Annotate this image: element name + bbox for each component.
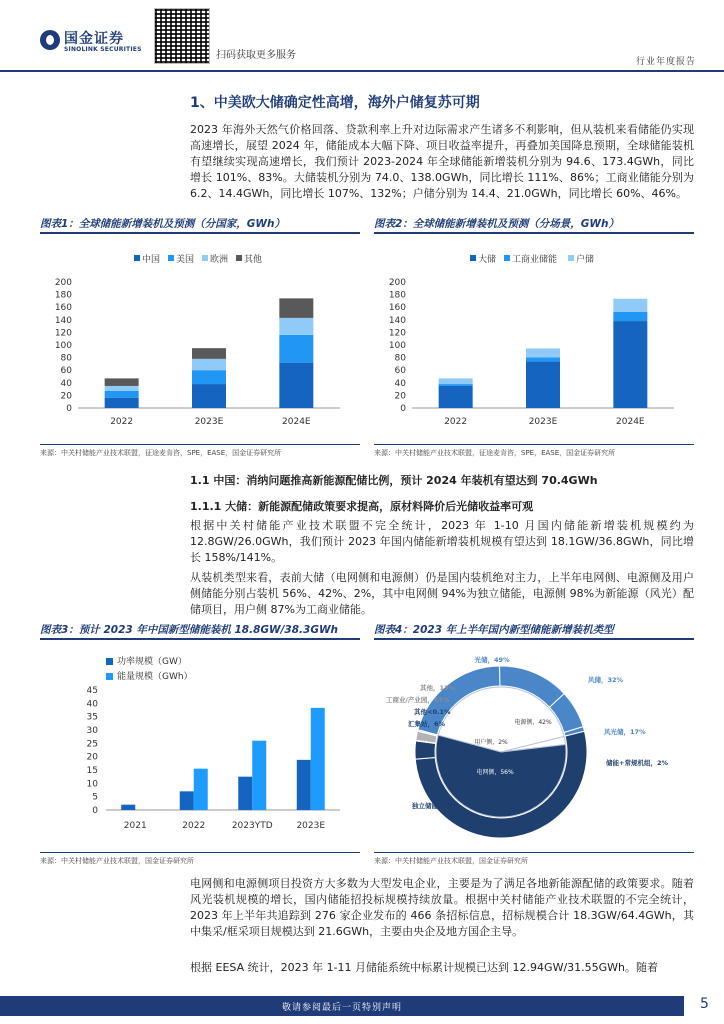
y-tick-label: 100 (388, 341, 406, 351)
fig3-source-rule (40, 852, 360, 853)
fig4-source: 来源：中关村储能产业技术联盟，国金证券研究所 (374, 857, 528, 865)
y-tick-label: 200 (54, 278, 72, 288)
bar (311, 708, 325, 810)
legend-swatch (202, 255, 208, 261)
y-tick-label: 0 (400, 404, 406, 414)
fig1-title: 图表1：全球储能新增装机及预测（分国家，GWh） (40, 216, 360, 234)
legend-swatch (106, 673, 113, 680)
fig4-source-rule (374, 852, 694, 853)
y-tick-label: 25 (86, 739, 98, 750)
legend-label: 欧洲 (210, 255, 229, 265)
pie-outer-label: 风光储，17% (604, 728, 646, 736)
legend-swatch (470, 255, 476, 261)
paragraph-4: 根据 EESA 统计，2023 年 1-11 月储能系统中标累计规模已达到 12.94GW/31.55GWh。随着 (190, 961, 659, 974)
company-logo-icon (40, 30, 60, 50)
bar-segment (439, 378, 473, 384)
legend-label: 功率规模（GW） (117, 657, 187, 667)
y-tick-label: 140 (388, 315, 406, 326)
pie-outer-slice (415, 741, 436, 759)
y-tick-label: 20 (86, 752, 98, 763)
y-tick-label: 80 (60, 353, 72, 364)
page-number: 5 (700, 996, 709, 1012)
fig2-source: 来源：中关村储能产业技术联盟，征途麦肯咨，SPE，EASE，国金证券研究所 (374, 449, 616, 457)
y-tick-label: 30 (86, 726, 98, 736)
y-tick-label: 60 (60, 366, 72, 377)
legend-label: 户储 (576, 255, 595, 265)
legend-swatch (134, 255, 140, 261)
paragraph-3: 电网侧和电源侧项目投资方大多数为大型发电企业，主要是为了满足各地新能源配储的政策要求。随着风光装机规模的增长，国内储能招投标规模持续放量。根据中关村储能产业技术联盟的不完全统计，2023 年上半年共追踪到 276 家企业发布的 466 条招标信息，招标规模合计 18.3GW/64.4GWh，其中集采/框采项目规模达到 21.6GWh，主要由央企及地方国企主导。 (190, 877, 694, 938)
fig1-source-rule (40, 444, 360, 445)
footer-disclaimer: 敬请参阅最后一页特别声明 (281, 1003, 402, 1013)
pie-inner-label: 用户侧，2% (474, 739, 508, 746)
pie-outer-label: 其他<0.1% (414, 708, 451, 716)
y-tick-label: 120 (388, 328, 406, 339)
fig4-title: 图表4：2023 年上半年国内新型储能新增装机类型 (374, 622, 694, 640)
fig1-source: 来源：中关村储能产业技术联盟，征途麦肯咨，SPE，EASE，国金证券研究所 (40, 449, 282, 457)
legend-swatch (236, 255, 242, 261)
y-tick-label: 15 (86, 766, 98, 776)
pie-outer-label: 光储，49% (474, 656, 510, 664)
bar (180, 791, 194, 810)
pie-inner-label: 电源侧，42% (514, 719, 552, 726)
subsection-1-1-title: 1.1 中国：消纳问题推高新能源配储比例，预计 2024 年装机有望达到 70.4GWh (190, 474, 598, 487)
x-tick-label: 2023E (194, 417, 224, 427)
bar-segment (279, 318, 313, 335)
bar-segment (613, 312, 647, 321)
y-tick-label: 10 (86, 779, 98, 790)
pie-inner-label: 电网侧，56% (476, 769, 514, 776)
bar-segment (105, 391, 139, 398)
x-tick-label: 2023YTD (231, 821, 273, 831)
legend-label: 中国 (142, 255, 161, 265)
x-tick-label: 2022 (182, 821, 206, 831)
bar-segment (105, 386, 139, 391)
bar-segment (192, 359, 226, 370)
pie-outer-label: 风储，32% (588, 676, 624, 684)
bar-segment (279, 363, 313, 408)
chart-china-storage (40, 650, 360, 840)
paragraph-1: 根据中关村储能产业技术联盟不完全统计，2023 年 1-10 月国内储能新增装机规模约为 12.8GW/26.0GWh，我们预计 2023 年国内储能新增装机规模有望达到 18.1GW/36.8GWh，同比增长 158%/141%。 (190, 519, 694, 564)
y-tick-label: 20 (60, 391, 72, 402)
y-tick-label: 100 (54, 341, 72, 351)
x-tick-label: 2023E (296, 821, 326, 831)
y-tick-label: 180 (54, 290, 72, 301)
report-type: 行业年度报告 (635, 57, 696, 67)
y-tick-label: 140 (54, 315, 72, 326)
pie-outer-label: 储能+常规机组，2% (606, 759, 668, 767)
bar (121, 805, 135, 810)
pie-outer-label: 汇集站，6% (408, 720, 446, 728)
qr-code-icon (154, 8, 210, 64)
section-title: 1、中美欧大储确定性高增，海外户储复苏可期 (190, 95, 480, 111)
y-tick-label: 180 (388, 290, 406, 301)
subsection-1-1-1-title: 1.1.1 大储：新能源配储政策要求提高，原材料降价后光储收益率可观 (190, 500, 534, 513)
y-tick-label: 80 (394, 353, 406, 364)
company-name-cn: 国金证券 (64, 31, 124, 47)
intro-paragraph: 2023 年海外天然气价格回落、贷款利率上升对边际需求产生诸多不利影响，但从装机来看储能仍实现高速增长，展望 2024 年，储能成本大幅下降、项目收益率提升，再叠加美国降息预期，全球储能装机有望继续实现高速增长，我们预计 2023-2024 年全球储能新增装机分别为 94.6、173.4GWh，同比增长 101%、83%。大储装机分别为 74.0、138.0GWh，同比增长 111%、86%；工商业储能分别为 6.2、14.4GWh，同比增长 107%、132%；户储分别为 14.4、21.0GWh，同比增长 60%、46%。 (190, 123, 694, 200)
legend-label: 大储 (478, 255, 497, 265)
header-divider (0, 70, 724, 72)
fig3-source: 来源：中关村储能产业技术联盟，国金证券研究所 (40, 857, 194, 865)
pie-outer-label: 其他，13% (420, 684, 456, 692)
fig2-title: 图表2：全球储能新增装机及预测（分场景，GWh） (374, 216, 694, 234)
legend-swatch (568, 255, 574, 261)
legend-swatch (106, 658, 113, 665)
bar (194, 769, 208, 810)
y-tick-label: 35 (86, 712, 98, 723)
y-tick-label: 45 (86, 686, 98, 696)
y-tick-label: 160 (54, 303, 72, 314)
fig3-title: 图表3：预计 2023 年中国新型储能装机 18.8GW/38.3GWh (40, 622, 360, 640)
legend-label: 能量规模（GWh） (117, 672, 193, 682)
y-tick-label: 0 (66, 404, 72, 414)
y-tick-label: 40 (86, 699, 98, 710)
y-tick-label: 40 (394, 378, 406, 389)
y-tick-label: 160 (388, 303, 406, 314)
bar-segment (192, 384, 226, 408)
bar-segment (526, 361, 560, 408)
legend-label: 工商业储能 (512, 255, 558, 265)
bar-segment (192, 348, 226, 359)
bar-segment (526, 348, 560, 357)
chart-by-country (40, 242, 360, 432)
x-tick-label: 2023E (528, 417, 558, 427)
y-tick-label: 0 (92, 806, 98, 816)
x-tick-label: 2022 (110, 417, 134, 427)
y-tick-label: 200 (388, 278, 406, 288)
legend-label: 其他 (244, 255, 263, 265)
fig2-source-rule (374, 444, 694, 445)
bar-segment (526, 357, 560, 361)
x-tick-label: 2022 (444, 417, 468, 427)
y-tick-label: 120 (54, 328, 72, 339)
bar (252, 741, 266, 810)
qr-label: 扫码获取更多服务 (216, 50, 296, 61)
legend-label: 美国 (176, 255, 195, 265)
paragraph-2: 从装机类型来看，表前大储（电网侧和电源侧）仍是国内装机绝对主力，上半年电网侧、电源侧及用户侧储能分别占装机 56%、42%、2%，其中电网侧 94%为独立储能，电源侧 98%为新能源（风光）配储项目，用户侧 87%为工商业储能。 (190, 571, 694, 616)
bar-segment (105, 398, 139, 408)
y-tick-label: 40 (60, 378, 72, 389)
bar-segment (439, 386, 473, 408)
bar-segment (613, 299, 647, 312)
bar (238, 777, 252, 810)
bar-segment (279, 335, 313, 363)
bar-segment (439, 384, 473, 386)
chart-install-types (374, 646, 694, 844)
pie-outer-label: 工商业/产业园，87% (386, 696, 450, 704)
bar-segment (613, 321, 647, 408)
pie-outer-label: 独立储能，94% (412, 802, 461, 810)
legend-swatch (504, 255, 510, 261)
bar-segment (279, 298, 313, 318)
bar-segment (192, 370, 226, 384)
chart-by-scenario (374, 242, 694, 432)
y-tick-label: 5 (92, 792, 98, 803)
x-tick-label: 2024E (616, 417, 645, 427)
x-tick-label: 2021 (123, 821, 147, 831)
x-tick-label: 2024E (282, 417, 311, 427)
company-name-en: SINOLINK SECURITIES (64, 46, 142, 53)
bar (297, 760, 311, 810)
legend-swatch (168, 255, 174, 261)
y-tick-label: 20 (394, 391, 406, 402)
bar-segment (105, 378, 139, 386)
y-tick-label: 60 (394, 366, 406, 377)
